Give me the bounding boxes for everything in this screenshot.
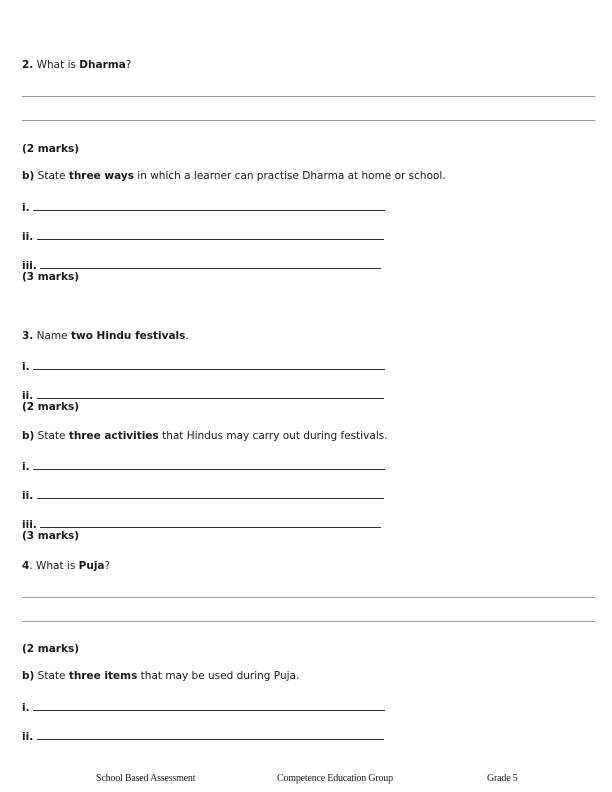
question-text-end: ? [104,560,111,572]
question-number: 4 [22,560,30,572]
question-number-suffix: . [29,560,33,572]
key-term: three activities [68,430,159,442]
answer-line-ii[interactable] [22,229,384,244]
answer-blank[interactable] [33,200,385,211]
question-text: State [37,430,69,442]
answer-line-i[interactable] [22,700,385,715]
answer-number: ii. [22,731,34,743]
marks-label: (3 marks) [22,271,79,283]
key-term: Puja [78,560,105,572]
answer-line-i[interactable] [22,200,385,215]
question-text-end: in which a learner can practise Dharma at home or school. [133,170,446,182]
question-number: 3. [22,330,34,342]
answer-rule[interactable] [22,96,595,97]
part-label: b) [22,670,35,682]
answer-line-ii[interactable] [22,488,384,503]
key-term: Dharma [79,59,126,71]
answer-blank[interactable] [33,359,385,370]
question-text-end: that Hindus may carry out during festivals. [158,430,388,442]
question-text: What is [32,560,79,572]
answer-number: i. [22,202,30,214]
answer-blank[interactable] [37,229,384,240]
question-number: 2. [22,59,34,71]
question-text-end: . [185,330,189,342]
answer-number: ii. [22,231,34,243]
question-text: State [37,170,69,182]
marks-label: (2 marks) [22,401,79,413]
question-text: State [37,670,69,682]
question-text: What is [36,59,80,71]
answer-number: ii. [22,390,34,402]
answer-number: i. [22,361,30,373]
key-term: three items [68,670,138,682]
answer-blank[interactable] [37,488,384,499]
question-2b [22,170,446,183]
answer-number: iii. [22,260,37,272]
answer-blank[interactable] [40,258,381,269]
question-text: Name [36,330,71,342]
answer-number: iii. [22,519,37,531]
answer-number: ii. [22,490,34,502]
question-3b [22,430,388,443]
answer-line-i[interactable] [22,459,385,474]
answer-number: i. [22,461,30,473]
answer-line-ii[interactable] [22,729,384,744]
footer-left: School Based Assessment [96,773,196,784]
question-4 [22,560,110,573]
key-term: two Hindu festivals [70,330,186,342]
marks-label: (2 marks) [22,143,79,155]
key-term: three ways [68,170,134,182]
answer-blank[interactable] [33,459,385,470]
part-label: b) [22,430,35,442]
answer-blank[interactable] [37,729,384,740]
answer-rule[interactable] [22,597,595,598]
question-text-end: ? [125,59,132,71]
answer-rule[interactable] [22,621,595,622]
question-4b [22,670,299,683]
answer-rule[interactable] [22,120,595,121]
answer-blank[interactable] [40,517,381,528]
answer-blank[interactable] [37,388,384,399]
marks-label: (2 marks) [22,643,79,655]
part-label: b) [22,170,35,182]
question-3 [22,330,189,343]
footer-right: Grade 5 [487,773,518,784]
answer-line-i[interactable] [22,359,385,374]
answer-number: i. [22,702,30,714]
answer-blank[interactable] [33,700,385,711]
marks-label: (3 marks) [22,530,79,542]
question-2 [22,59,131,72]
question-text-end: that may be used during Puja. [137,670,300,682]
footer-center: Competence Education Group [277,773,393,784]
